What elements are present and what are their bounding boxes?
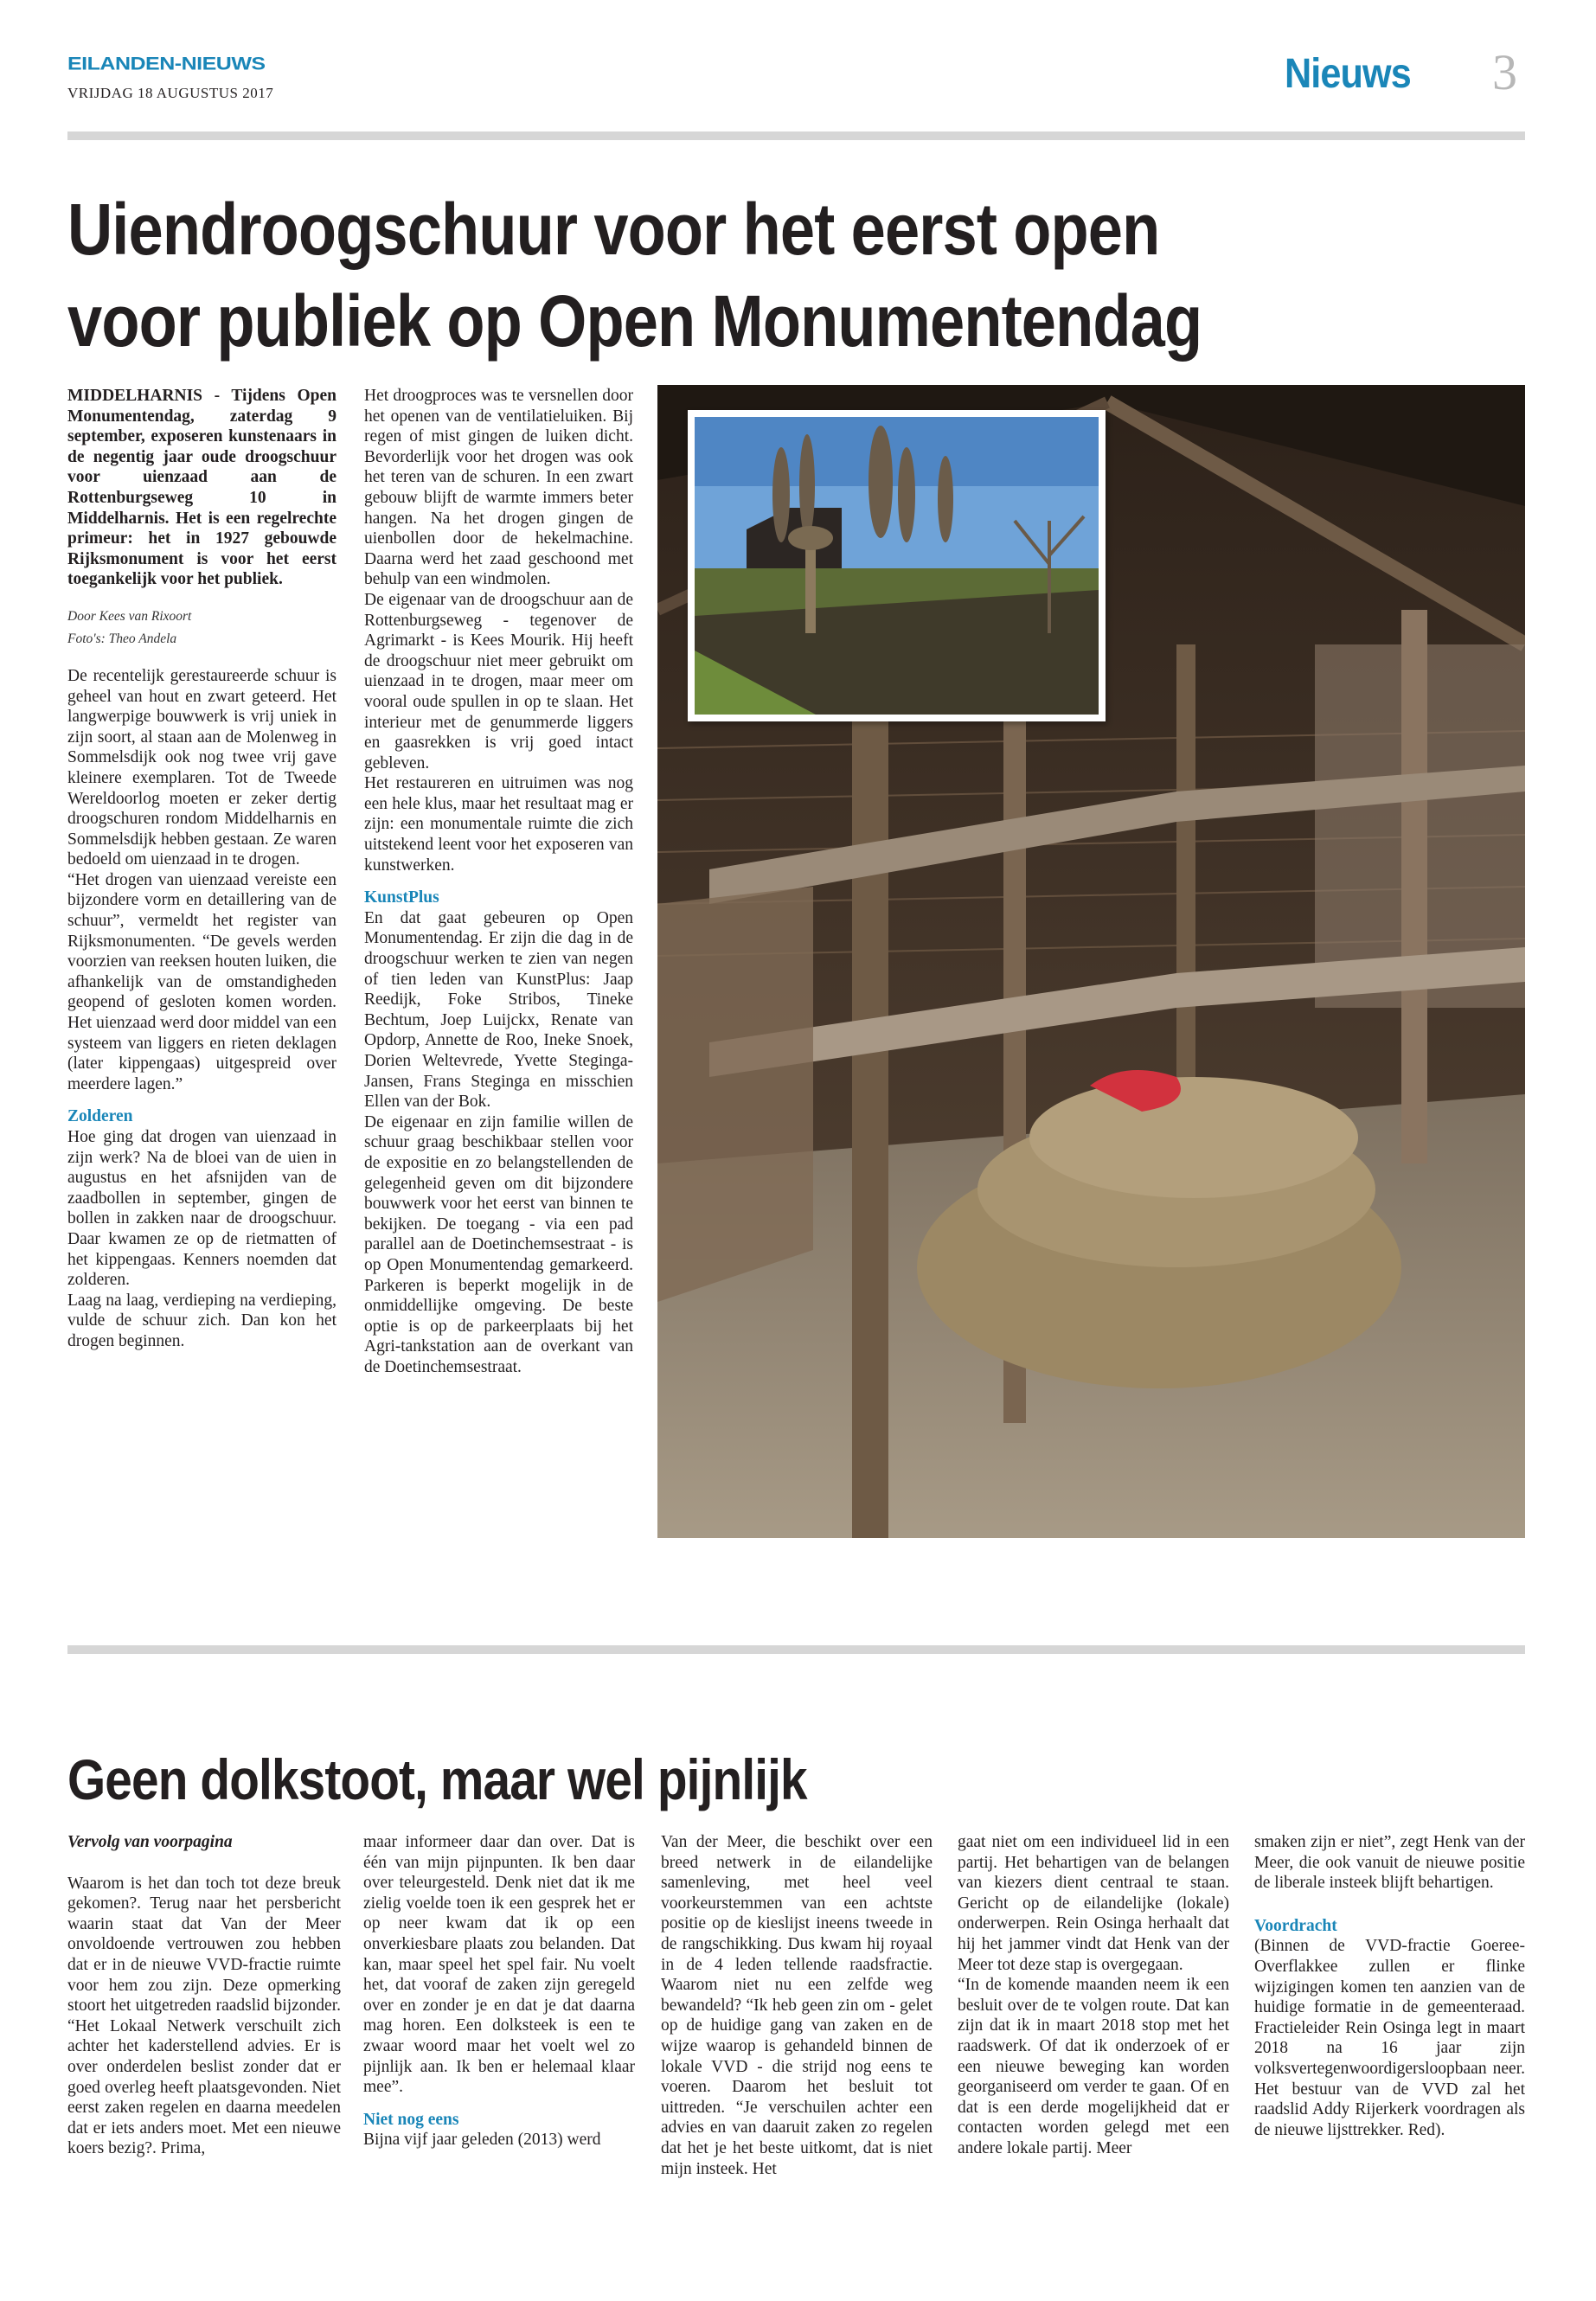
article2-paragraph: gaat niet om een individueel lid in een partij. Het behartigen van de belangen van kiezers dient centraal te staan. Gericht op de eilandelijke (lokale) onderwerpen. Rein Osinga herhaalt dat hij het jammer vindt dat Henk van der Meer tot deze stap is overgegaan. xyxy=(958,1833,1229,1974)
article1-paragraph: De eigenaar van de droogschuur aan de Rottenburgseweg - tegenover de Agrimarkt - is Kees Mourik. Hij heeft de droogschuur niet meer gebruikt om uienzaad in te drogen, maar meer om vooral oude spullen in op te slaan. Het interieur met de genummerde liggers en gaasrekken is vrij goed intact gebleven. xyxy=(364,590,633,772)
article2-paragraph: Bijna vijf jaar geleden (2013) werd xyxy=(363,2131,601,2150)
article2-column-4 xyxy=(958,1832,1229,2159)
barn-exterior-inset-photo xyxy=(688,410,1106,721)
article2-subhead-niet-nog-eens: Niet nog eens xyxy=(363,2110,459,2129)
article2-title: Geen dolkstoot, maar wel pijnlijk xyxy=(67,1747,807,1811)
article2-paragraph: Van der Meer, die beschikt over een breed netwerk in de eilandelijke samenleving, met heel veel voorkeurstemmen van een achtste positie op de kieslijst ineens tweede in de rangschikking. Dus kwam hij royaal in de 4 leden tellende raadsfractie. Waarom niet nu een zelfde weg bewandeld? “Ik heb geen zin om - gelet op de huidige gang van zaken en de wijze waarop is gehandeld binnen de lokale VVD - die strijd nog eens te voeren. Daarom het besluit tot uittreden. “Je verschuilen achter een advies en van daaruit zaken zo regelen dat het je het beste uitkomt, dat is niet mijn insteek. Het xyxy=(661,1833,933,2178)
article1-byline: Door Kees van Rixoort xyxy=(67,608,192,624)
article1-paragraph: De eigenaar en zijn familie willen de schuur graag beschikbaar stellen voor de expositie en zo belangstellenden de gelegenheid geven om dit bijzondere bouwwerk voor het eerst van binnen te bekijken. De toegang - via een pad parallel aan de Doetinchemsestraat - is op Open Monumentendag gemarkeerd. Parkeren is beperkt mogelijk in de onmiddellijke omgeving. De beste optie is op de parkeerplaats bij het Agri-tankstation aan de overkant van de Doetinchemsestraat. xyxy=(364,1112,633,1376)
article1-paragraph: De recentelijk gerestaureerde schuur is geheel van hout en zwart geteerd. Het langwerpige bouwwerk is vrij uniek in zijn soort, al staan aan de Molenweg in Sommelsdijk ook nog twee vrij gave kleinere exemplaren. Tot de Tweede Wereldoorlog moeten er zeker dertig droogschuren rondom Middelharnis en Sommelsdijk hebben gestaan. Ze waren bedoeld om uienzaad in te drogen. xyxy=(67,666,337,869)
article2-paragraph: smaken zijn er niet”, zegt Henk van der Meer, die ook vanuit de nieuwe positie de liberale insteek blijft behartigen. xyxy=(1254,1833,1525,1893)
article2-paragraph: (Binnen de VVD-fractie Goeree-Overflakkee zullen er flinke wijzigingen komen ten aanzien van de huidige formatie in de gemeenteraad. Fractieleider Rein Osinga legt in maart 2018 na 16 jaar zijn volksvertegenwoordigersloopbaan neer. Het bestuur van de VVD zal het raadslid Addy Rijerkerk voordragen als de nieuwe lijsttrekker. Red). xyxy=(1254,1937,1525,2139)
article2-column-3 xyxy=(661,1832,933,2179)
issue-date: VRIJDAG 18 AUGUSTUS 2017 xyxy=(67,85,274,101)
article2-column-1 xyxy=(67,1832,341,2159)
article1-paragraph: Laag na laag, verdieping na verdieping, vulde de schuur zich. Dan kon het drogen beginnen. xyxy=(67,1291,337,1350)
article1-column-1 xyxy=(67,386,337,1352)
top-rule xyxy=(67,131,1525,140)
article2-subhead-voordracht: Voordracht xyxy=(1254,1916,1337,1935)
article2-column-5 xyxy=(1254,1832,1525,2140)
article1-column-2 xyxy=(364,386,633,1378)
article2-column-2 xyxy=(363,1832,635,2150)
page-number: 3 xyxy=(1492,44,1517,100)
article2-paragraph: Waarom is het dan toch tot deze breuk gekomen?. Terug naar het persbericht waarin staat dat Van der Meer onvoldoende vertrouwen zou hebben dat er in de nieuwe VVD-fractie ruimte voor hem zou zijn. Deze opmerking stoort het uitgetreden raadslid bijzonder. “Het Lokaal Netwerk verschuilt zich achter het kaderstellend advies. Er is over onderdelen beslist zonder dat er goed overleg heeft plaatsgevonden. Niet eerst zaken regelen en daarna meedelen dat er iets anders moet. Met een nieuwe koers bezig?. Prima, xyxy=(67,1874,341,2158)
newspaper-brand: EILANDEN-NIEUWS xyxy=(67,54,266,74)
article1-paragraph: Het restaureren en uitruimen was nog een hele klus, maar het resultaat mag er zijn: een monumentale ruimte die zich uitstekend leent voor het exposeren van kunstwerken. xyxy=(364,774,633,875)
section-divider xyxy=(67,1645,1525,1654)
article1-subhead-kunstplus: KunstPlus xyxy=(364,888,439,907)
article2-paragraph: “In de komende maanden neem ik een besluit over de te volgen route. Dat kan zijn dat ik in maart 2018 stop met het raadswerk. Of dat ik onderzoek of er een nieuwe beweging kan worden georganiseerd om verder te gaan. Of en dat is een derde mogelijkheid dat er contacten worden gelegd met een andere lokale partij. Meer xyxy=(958,1976,1229,2157)
article1-photo-credit: Foto's: Theo Andela xyxy=(67,631,177,646)
article1-title-line2: voor publiek op Open Monumentendag xyxy=(67,280,1202,362)
article1-paragraph: Het droogproces was te versnellen door het openen van de ventilatieluiken. Bij regen of mist gingen de luiken dicht. Bevorderlijk voor het drogen was ook het teren van de schuren. In een zwart gebouw blijft de warmte immers beter hangen. Na het drogen gingen de uienbollen door de hekelmachine. Daarna werd het zaad geschoond met behulp van een windmolen. xyxy=(364,387,633,589)
article1-lead: MIDDELHARNIS - Tijdens Open Monumentendag, zaterdag 9 september, exposeren kunstenaars in de negentig jaar oude droogschuur voor uienzaad aan de Rottenburgseweg 10 in Middelharnis. Het is een regelrechte primeur: het in 1927 gebouwde Rijksmonument is voor het eerst toegankelijk voor het publiek. xyxy=(67,387,337,589)
section-name: Nieuws xyxy=(1285,51,1411,97)
article1-paragraph: En dat gaat gebeuren op Open Monumentendag. Er zijn die dag in de droogschuur werken te zien van negen of tien leden van KunstPlus: Jaap Reedijk, Foke Stribos, Tineke Bechtum, Joep Luijckx, Renate van Opdorp, Annette de Roo, Ineke Snoek, Dorien Weltevrede, Yvette Steginga-Jansen, Frans Steginga en misschien Ellen van der Bok. xyxy=(364,908,633,1112)
article1-subhead-zolderen: Zolderen xyxy=(67,1107,133,1126)
article1-title xyxy=(67,183,1202,367)
continued-from-front-page: Vervolg van voorpagina xyxy=(67,1833,233,1851)
article1-paragraph: “Het drogen van uienzaad vereiste een bijzondere vorm en detaillering van de schuur”, vermeldt het register van Rijksmonumenten. “De gevels werden voorzien van reeksen houten luiken, die afhankelijk van de omstandigheden geopend of gesloten komen worden. Het uienzaad werd door middel van een systeem van liggers en rieten deklagen (later kippengaas) uitgespreid over meerdere lagen.” xyxy=(67,870,337,1093)
article1-paragraph: Hoe ging dat drogen van uienzaad in zijn werk? Na de bloei van de uien in augustus en het afsnijden van de zaadbollen in september, gingen de bollen in zakken naar de droogschuur. Daar kwamen ze op de rietmatten of het kippengaas. Kenners noemden dat zolderen. xyxy=(67,1128,337,1290)
article2-paragraph: maar informeer daar dan over. Dat is één van mijn pijnpunten. Ik ben daar over teleurgesteld. Denk niet dat ik me zielig voelde toen ik een gesprek het er op neer kwam dat ik op een onverkiesbare plaats zou belanden. Dat kan, maar speel het spel fair. Nu voelt het, dat vooraf de zaken zijn geregeld over en zonder je en dat je dat daarna mag horen. Een dolksteek is een te zwaar woord maar het voelt wel zo pijnlijk aan. Ik ben er helemaal klaar mee”. xyxy=(363,1833,635,2097)
article1-title-line1: Uiendroogschuur voor het eerst open xyxy=(67,189,1160,270)
